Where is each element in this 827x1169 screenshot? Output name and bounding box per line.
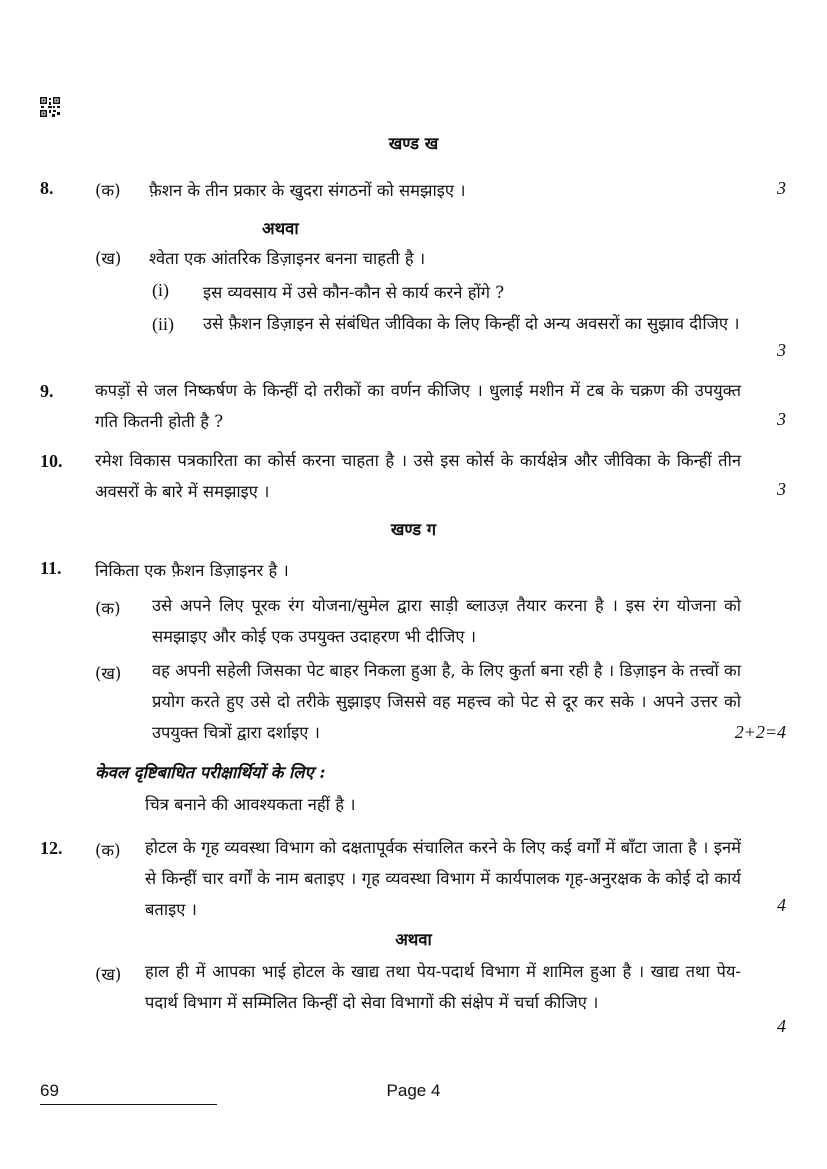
q8-b-text: श्वेता एक आंतरिक डिज़ाइनर बनना चाहती है । [149, 249, 426, 268]
q9-text: कपड़ों से जल निष्कर्षण के किन्हीं दो तरीकों का वर्णन कीजिए । धुलाई मशीन में टब के चक्रण की उपयुक्त गति कितनी होती है ? [95, 381, 741, 431]
q12-a-label: (क) [95, 841, 121, 860]
q11-visually-impaired-heading: केवल दृष्टिबाधित परीक्षार्थियों के लिए : [95, 763, 326, 782]
q10-text: रमेश विकास पत्रकारिता का कोर्स करना चाहता है । उसे इस कोर्स के कार्यक्षेत्र और जीविका के किन्हीं तीन अवसरों के बारे में समझाइए । [95, 451, 741, 501]
q12-a-text: होटल के गृह व्यवस्था विभाग को दक्षतापूर्वक संचालित करने के लिए कई वर्गों में बाँटा जाता है । इनमें से किन्हीं चार वर्गों के नाम बताइए । गृह व्यवस्था विभाग में कार्यपालक गृह-अनुरक्षक के कोई दो कार्य बताइए । [145, 838, 741, 919]
q11-b-label: (ख) [95, 664, 122, 683]
q12-b-label: (ख) [95, 965, 122, 984]
q8-i-label: (i) [152, 280, 169, 300]
qr-code-icon [40, 97, 60, 117]
q8-ii-label: (ii) [152, 314, 174, 334]
question-number-12: 12. [40, 838, 63, 858]
q8-a-label: (क) [95, 181, 121, 200]
q8-i-text: इस व्यवसाय में उसे कौन-कौन से कार्य करने होंगे ? [203, 283, 505, 302]
section-heading-c: खण्ड ग [390, 520, 437, 539]
q11-intro: निकिता एक फ़ैशन डिज़ाइनर है । [95, 561, 289, 580]
q11-marks: 2+2=4 [734, 722, 786, 742]
footer-divider [40, 1104, 217, 1105]
q11-b-text: वह अपनी सहेली जिसका पेट बाहर निकला हुआ है, के लिए कुर्ता बना रही है । डिज़ाइन के तत्त्वों का प्रयोग करते हुए उसे दो तरीके सुझाइए जिससे वह महत्त्व को पेट से दूर कर सके । अपने उत्तर को उपयुक्त चित्रों द्वारा दर्शाइए । [152, 661, 741, 742]
q8-ii-text: उसे फ़ैशन डिज़ाइन से संबंधित जीविका के लिए किन्हीं दो अन्य अवसरों का सुझाव दीजिए । [203, 314, 740, 333]
q8-b-marks: 3 [777, 340, 786, 360]
q9-marks: 3 [777, 409, 786, 429]
q12-b-marks: 4 [777, 1016, 786, 1036]
section-heading-b: खण्ड ख [388, 134, 439, 153]
q8-a-marks: 3 [777, 178, 786, 198]
q12-a-marks: 4 [777, 895, 786, 915]
q12-or-label: अथवा [395, 930, 432, 949]
q11-a-text: उसे अपने लिए पूरक रंग योजना/सुमेल द्वारा साड़ी ब्लाउज़ तैयार करना है । इस रंग योजना को समझाइए और कोई एक उपयुक्त उदाहरण भी दीजिए । [152, 596, 741, 646]
page-number: Page 4 [386, 1081, 441, 1100]
question-number-9: 9. [40, 381, 54, 401]
q12-b-text: हाल ही में आपका भाई होटल के खाद्य तथा पेय-पदार्थ विभाग में शामिल हुआ है । खाद्य तथा पेय-पदार्थ विभाग में सम्मिलित किन्हीं दो सेवा विभागों की संक्षेप में चर्चा कीजिए । [145, 962, 741, 1012]
q8-a-text: फ़ैशन के तीन प्रकार के खुदरा संगठनों को समझाइए । [149, 181, 466, 200]
question-number-8: 8. [40, 178, 54, 198]
paper-code: 69 [40, 1081, 59, 1100]
question-number-11: 11. [40, 558, 62, 578]
q11-visually-impaired-text: चित्र बनाने की आवश्यकता नहीं है । [145, 795, 356, 814]
q8-or-label: अथवा [262, 219, 299, 238]
q10-marks: 3 [777, 479, 786, 499]
q8-b-label: (ख) [95, 249, 122, 268]
question-number-10: 10. [40, 451, 63, 471]
q11-a-label: (क) [95, 599, 121, 618]
